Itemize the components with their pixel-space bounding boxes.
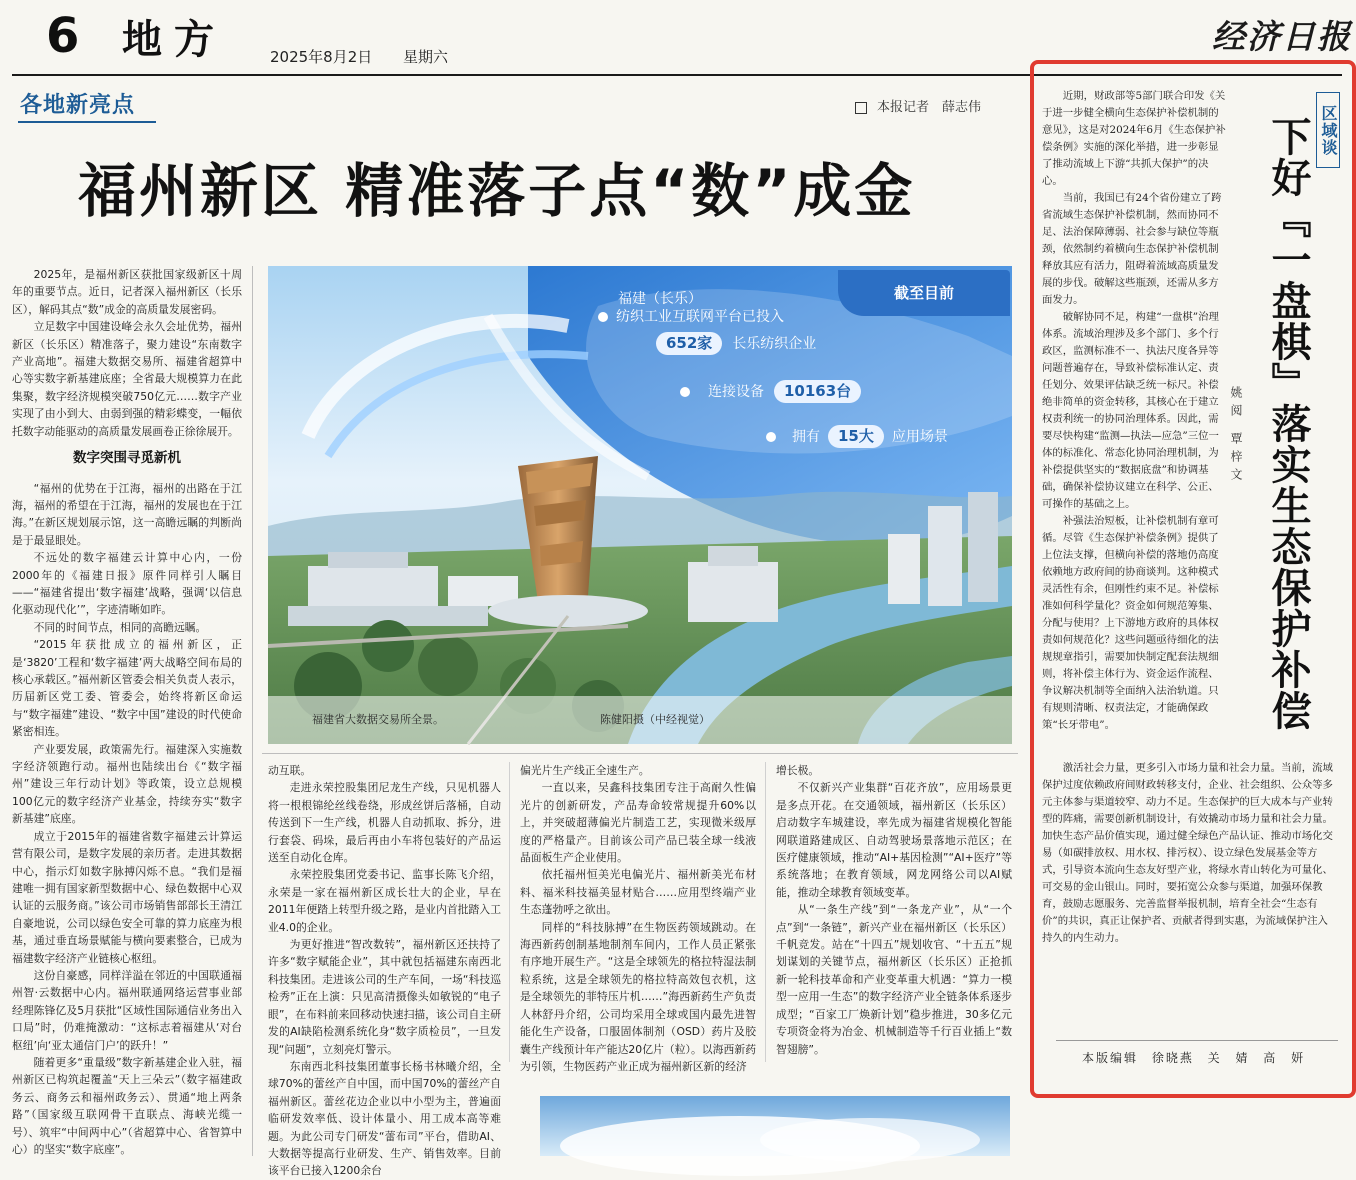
paragraph: 成立于2015年的福建省数字福建云计算运营有限公司，是数字发展的亲历者。走进其数据中心，指示灯如数字脉搏闪烁不息。“我们是福建唯一拥有国家新型数据中心、绿色数据中心双认证的云服务商。”该公司市场销售部部长王清江自豪地说，公司以绿色安全可靠的算力底座为根基，通过垂直场景赋能与横向要素整合，已成为福建数字经济产业链核心枢纽。 <box>12 829 242 965</box>
paragraph: 这份自豪感，同样洋溢在邻近的中国联通福州智·云数据中心内。福州联通网络运营事业部经理陈锋亿及5月获批“区域性国际通信业务出入口局”时，仍难掩激动：“这标志着福建从‘对台枢纽’向‘亚太通信门户’的跃升！” <box>12 968 242 1052</box>
commentary-title: 下好『一盘棋』落实生态保护补偿 <box>1265 116 1311 731</box>
as-of-badge: 截至目前 <box>838 270 1010 316</box>
hero-artwork <box>268 266 1012 744</box>
paragraph: 东南西北科技集团董事长杨书林曦介绍，全球70%的蕾丝产自中国，而中国70%的蕾丝产自福州新区。蕾丝花边企业以中小型为主，普遍面临研发效率低、设计体量小、用工成本高等难题。为此公司专门研发“蕾布司”平台，借助AI、大数据等提高行业研发、生产、销售效率。目前该平台已接入1200余台 <box>268 1059 501 1178</box>
photo-credit: 陈健阳摄（中经视觉） <box>600 713 710 726</box>
intro-line-2 <box>598 310 784 324</box>
column-divider <box>509 762 510 1062</box>
paragraph: 走进永荣控股集团尼龙生产线，只见机器人将一根根锦纶丝线卷绕，形成丝饼后落桶，自动传送到下一生产线，机器人自动抓取、拆分，进行套袋、码垛，最后再由小车将包装好的产品运送至自动化仓库。 <box>268 781 501 865</box>
section-name: 地方 <box>122 16 226 63</box>
bullet-dot-icon <box>680 387 690 397</box>
paragraph: 从“一条生产线”到“一条龙产业”，从“一个点”到“一条链”，新兴产业在福州新区（长乐区）千帆竞发。站在“十四五”规划收官、“十五五”规划谋划的关键节点，福州新区（长乐区）正抢抓新一轮科技革命和产业变革重大机遇：“算力一模型一应用一生态”的数字经济产业全链条体系逐步成型；“百家工厂焕新计划”稳步推进，30多亿元专项资金将为冶金、机械制造等千行百业插上“数智翅膀”。 <box>776 903 1012 1056</box>
section-divider <box>262 753 1018 754</box>
issue-weekday: 星期六 <box>403 48 449 66</box>
paragraph: 为更好推进“智改数转”，福州新区还扶持了许多“数字赋能企业”，其中就包括福建东南西北科技集团。走进该公司的生产车间，一场“科技巡检秀”正在上演：只见高清摄像头如敏锐的“电子眼”，在布料前来回移动快速扫描，该公司自主研发的AI缺陷检测系统化身“数字质检员”，一旦发现“问题”，立刻亮灯警示。 <box>268 938 501 1056</box>
article-column-1 <box>12 266 242 1156</box>
article-column-3 <box>520 762 756 1073</box>
paragraph: 同样的“科技脉搏”在生物医药领域跳动。在海西新药创制基地制剂车间内，工作人员正紧张有序地开展生产。“这是全球领先的格拉特湿法制粒系统，这是全球领先的格拉特高效包衣机，这是全球领先的菲特压片机……”海西新药生产负责人林舒丹介绍，公司均采用全球或国内最先进智能化生产设备，口服固体制剂（OSD）药片及胶囊生产线预计年产能达20亿片（粒）。以海西新药为引领，生物医药产业正成为福州新区新的经济 <box>520 920 756 1073</box>
paragraph: 随着更多“重量级”数字新基建企业入驻，福州新区已构筑起覆盖“天上三朵云”（数字福建政务云、商务云和福州政务云）、贯通“地上两条路”（国家级互联网骨干直联点、海峡光缆一号）、筑牢“中间两中心”（省超算中心、省智算中心）的坚实“数字底座”。 <box>12 1055 242 1156</box>
paragraph: 动互联。 <box>268 764 312 777</box>
column-label: 区域谈 <box>1316 92 1340 168</box>
stat-devices-label: 连接设备 <box>708 383 764 400</box>
page-number: 6 <box>46 8 80 64</box>
byline-box-icon <box>855 102 867 114</box>
intro-line-1: 福建（长乐） <box>618 291 702 307</box>
column-tag: 各地新亮点 <box>20 92 136 118</box>
stat-devices-value: 10163台 <box>774 380 861 403</box>
paragraph: 激活社会力量，更多引入市场力量和社会力量。当前，流域保护过度依赖政府间财政转移支付，企业、社会组织、公众等多元主体参与渠道较窄、动力不足。生态保护的巨大成本与产业转型的阵痛，需要创新机制设计，有效撬动市场力量和社会力量。加快生态产品价值实现，通过健全绿色产品认证、推动市场化交易（如碳排放权、用水权、排污权）、设立绿色发展基金等方式，引导资本流向生态友好型产业，将绿水青山转化为可量化、可交易的金山银山。同时，要拓宽公众参与渠道，加强环保教育，鼓励志愿服务、完善监督举报机制，培育全社会“生态有价”的共识，真正让保护者、贡献者得到实惠，为流域保护注入持久的内生动力。 <box>1042 762 1333 944</box>
commentary-body <box>1042 88 1226 758</box>
paragraph: 偏光片生产线正全速生产。 <box>520 764 650 777</box>
page-editors: 本版编辑 徐晓燕 关 婧 高 妍 <box>1082 1051 1306 1065</box>
bottom-photo-artwork <box>540 1096 1010 1156</box>
stat-scenarios-suffix: 应用场景 <box>891 428 948 445</box>
bottom-photo <box>540 1096 1010 1156</box>
intro-line-2-text: 纺织工业互联网平台已投入 <box>616 309 784 325</box>
column-divider <box>765 762 766 1062</box>
byline <box>855 101 981 114</box>
paragraph: 近期，财政部等5部门联合印发《关于进一步健全横向生态保护补偿机制的意见》，这是对2024年6月《生态保护补偿条例》实施的深化举措，进一步彰显了推动流域上下游“共抓大保护”的决心。 <box>1042 90 1226 187</box>
paragraph: 不同的时间节点，相同的高瞻远瞩。 <box>33 620 207 634</box>
article-column-2 <box>268 762 501 1178</box>
stat-companies-value: 652家 <box>656 332 722 355</box>
bullet-dot-icon <box>598 312 608 322</box>
photo-caption: 福建省大数据交易所全景。 <box>312 713 444 726</box>
paragraph: 立足数字中国建设峰会永久会址优势，福州新区（长乐区）精准落子，聚力建设“东南数字产业高地”。福建大数据交易所、福建省超算中心等实数字新基建底座；全省最大规模算力在此集聚，数字经济规模突破750亿元……数字产业实现了由小到大、由弱到强的精彩蝶变，一幅依托数字动能驱动的高质量发展画卷正徐徐展开。 <box>12 320 242 438</box>
paragraph: 当前，我国已有24个省份建立了跨省流域生态保护补偿机制，然而协同不足、法治保障薄弱、社会参与缺位等瓶颈，依然制约着横向生态保护补偿机制释放其应有活力，阻碍着流域高质量发展的步伐。破解这些瓶颈，还需从多方面发力。 <box>1042 192 1222 306</box>
column-tag-underline <box>18 121 156 123</box>
article-headline: 福州新区 精准落子点“数”成金 <box>78 157 916 225</box>
paragraph: 破解协同不足，构建“一盘棋”治理体系。流域治理涉及多个部门、多个行政区，监测标准不一、执法尺度各异等问题普遍存在，导致补偿标准认定、责任划分、效果评估缺乏统一标尺。补偿绝非简单的资金转移，其核心在于建立权责利统一的协同治理体系。因此，需要尽快构建“监测—执法—应急”三位一体的标准化、常态化协同治理机制，为补偿提供坚实的“数据底盘”和协调基础，确保补偿协议建立在科学、公正、可操作的基础之上。 <box>1042 311 1219 510</box>
stat-scenarios <box>766 425 948 448</box>
stat-companies-label: 长乐纺织企业 <box>732 335 817 352</box>
paragraph: 补强法治短板，让补偿机制有章可循。尽管《生态保护补偿条例》提供了上位法支撑，但横向补偿的落地仍高度依赖地方政府间的协商谈判。这种模式灵活性有余，但刚性约束不足。补偿标准如何科学量化？资金如何规范筹集、分配与使用？上下游地方政府的具体权责如何规范化？这些问题亟待细化的法规规章指引，需要加快制定配套法规细则，将补偿主体行为、资金运作流程、争议解决机制等全面纳入法治轨道。只有规则清晰、权责法定，才能确保政策“长牙带电”。 <box>1042 515 1219 731</box>
newspaper-masthead: 经济日报 <box>1212 17 1352 56</box>
stat-devices <box>680 380 861 403</box>
paragraph: 2025年，是福州新区获批国家级新区十周年的重要节点。近日，记者深入福州新区（长乐区），解码其点“数”成金的高质量发展密码。 <box>12 268 242 316</box>
paragraph: 产业要发展，政策需先行。福建深入实施数字经济领跑行动。福州也陆续出台《“数字福州”建设三年行动计划》等政策，设立总规模100亿元的数字经济产业基金，持续夯实“数字新基建”底座。 <box>12 742 242 826</box>
bullet-dot-icon <box>766 432 776 442</box>
byline-text: 本报记者 薛志伟 <box>877 100 982 115</box>
paragraph: 不远处的数字福建云计算中心内，一份2000年的《福建日报》原件同样引人瞩目——“福建省提出‘数字福建’战略，强调‘以信息化驱动现代化’”，字迹清晰如昨。 <box>12 551 242 617</box>
hero-illustration <box>268 266 1012 744</box>
subheading: 数字突围寻觅新机 <box>73 450 181 467</box>
paragraph: “2015年获批成立的福州新区，正是‘3820’工程和‘数字福建’两大战略空间布局的核心承载区。”福州新区管委会相关负责人表示，历届新区党工委、管委会，始终将新区命运与“数字福建”建设、“数字中国”建设的时代使命紧密相连。 <box>12 638 242 739</box>
editor-divider <box>1056 1040 1338 1041</box>
column-divider <box>252 266 253 1156</box>
paragraph: 永荣控股集团党委书记、监事长陈飞介绍，永荣是一家在福州新区成长壮大的企业，早在2011年便踏上转型升级之路，是业内首批踏入工业4.0的企业。 <box>268 868 501 934</box>
paragraph: 依托福州恒美光电偏光片、福州新美光布材料、福米科技福美显材贴合……应用型终端产业生态蓬勃呼之欲出。 <box>520 868 756 917</box>
commentary-author: 姚阅 覃梓文 <box>1229 386 1243 486</box>
issue-date: 2025年8月2日 <box>270 48 373 66</box>
stat-scenarios-prefix: 拥有 <box>792 428 820 445</box>
paragraph: 增长极。 <box>776 764 820 777</box>
paragraph: 不仅新兴产业集群“百花齐放”，应用场景更是多点开花。在交通领域，福州新区（长乐区）启动数字车城建设，率先成为福建省规模化智能网联道路建成区、自动驾驶场景落地示范区；在医疗健康领域，推动“AI+基因检测”“AI+医疗”等系统落地；在教育领域，网龙网络公司以AI赋能，推动全球教育领域变革。 <box>776 781 1012 899</box>
paragraph: 一直以来，吴鑫科技集团专注于高耐久性偏光片的创新研发，产品寿命较常规提升60%以上，并突破超薄偏光片制造工艺，实现微米级厚度的严格量产。目前该公司产品已装全球一线液晶面板生产企业使用。 <box>520 781 756 865</box>
article-column-4 <box>776 762 1012 1062</box>
paragraph: “福州的优势在于江海，福州的出路在于江海，福州的希望在于江海，福州的发展也在于江海。”在新区规划展示馆，这一高瞻远瞩的判断尚是于最显眼处。 <box>12 481 242 547</box>
stat-companies <box>656 332 816 355</box>
commentary-body-continued <box>1042 760 1338 1040</box>
stat-scenarios-value: 15大 <box>828 425 884 448</box>
